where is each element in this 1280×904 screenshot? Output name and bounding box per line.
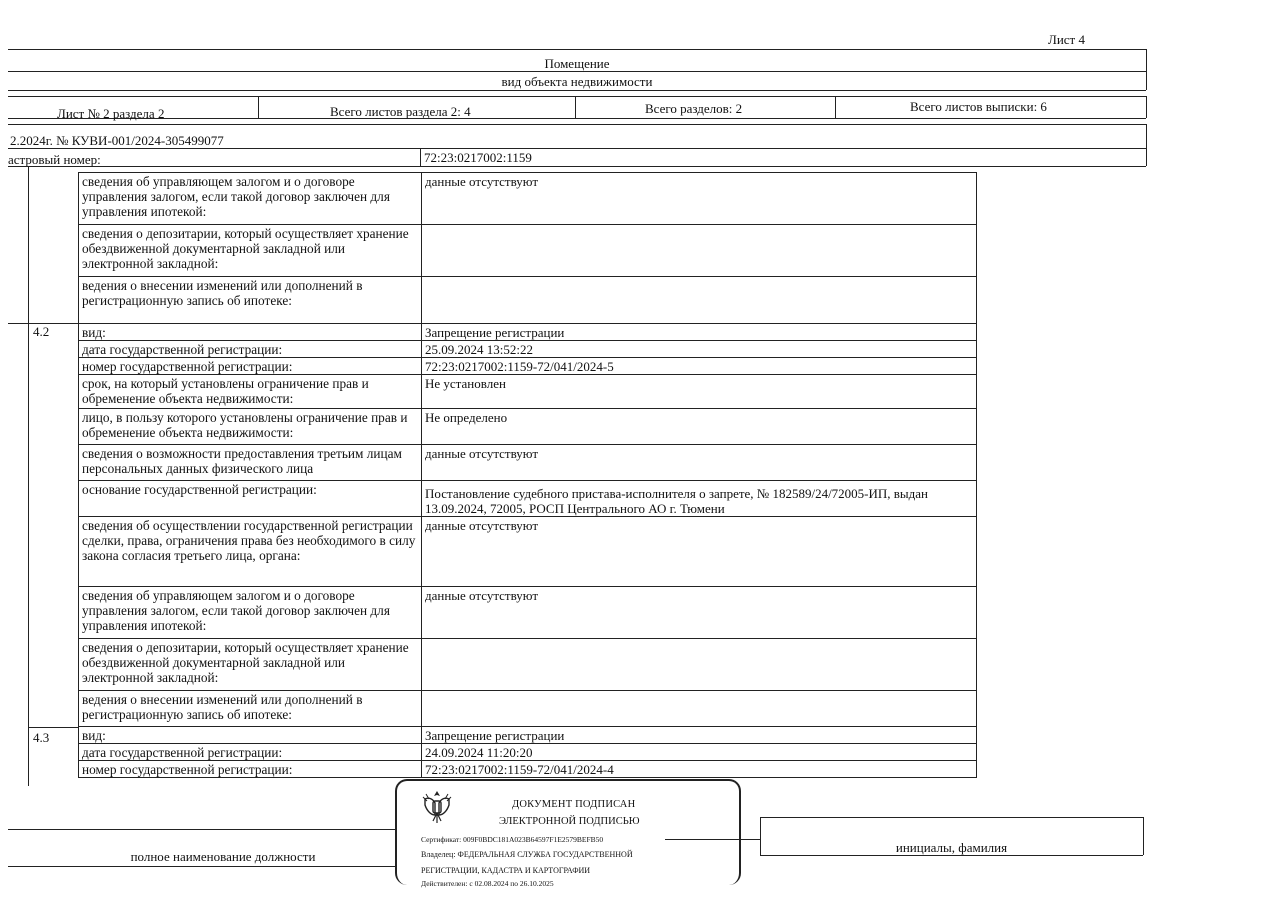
sheet-number: Лист 4 xyxy=(1048,32,1085,47)
position-caption: полное наименование должности xyxy=(130,849,316,864)
divider xyxy=(8,49,1146,50)
divider xyxy=(8,148,1146,149)
divider xyxy=(28,727,78,728)
row-label: лицо, в пользу которого установлены ограничение прав и обременение объекта недвижимости: xyxy=(79,409,422,445)
row-value xyxy=(422,639,977,691)
row-value: данные отсутствуют xyxy=(422,173,977,225)
table-row xyxy=(79,587,977,639)
row-label: срок, на который установлены ограничение прав и обременение объекта недвижимости: xyxy=(79,375,422,409)
divider xyxy=(420,148,421,166)
row-value: Не определено xyxy=(422,409,977,445)
divider xyxy=(8,71,1146,72)
table-row xyxy=(79,727,977,744)
row-label: сведения о депозитарии, который осуществляет хранение обездвиженной документарной закладной или электронной закладной: xyxy=(79,639,422,691)
cadastral-value: 72:23:0217002:1159 xyxy=(424,150,532,165)
table-row xyxy=(79,445,977,481)
divider xyxy=(8,166,1146,167)
divider xyxy=(1146,124,1147,166)
row-value: Не установлен xyxy=(422,375,977,409)
table-row xyxy=(79,481,977,517)
row-label: сведения о возможности предоставления третьим лицам персональных данных физического лица xyxy=(79,445,422,481)
row-value: данные отсутствуют xyxy=(422,517,977,587)
row-label: сведения об управляющем залогом и о договоре управления залогом, если такой договор заключен для управления ипотекой: xyxy=(79,173,422,225)
sections-total: Всего разделов: 2 xyxy=(645,101,743,116)
records-table xyxy=(78,172,977,778)
row-label: вид: xyxy=(79,727,422,744)
signature-line xyxy=(760,817,1143,818)
section-number-4-3: 4.3 xyxy=(33,730,50,745)
row-label: дата государственной регистрации: xyxy=(79,744,422,761)
divider xyxy=(28,166,29,786)
table-row xyxy=(79,277,977,324)
table-row xyxy=(79,744,977,761)
table-row xyxy=(79,639,977,691)
row-label: ведения о внесении изменений или дополнений в регистрационную запись об ипотеке: xyxy=(79,277,422,324)
row-value: 72:23:0217002:1159-72/041/2024-5 xyxy=(422,358,977,375)
section-sheets-total: Всего листов раздела 2: 4 xyxy=(330,104,471,119)
table-row xyxy=(79,173,977,225)
stamp-valid: Действителен: с 02.08.2024 по 26.10.2025 xyxy=(421,879,554,888)
row-value xyxy=(422,277,977,324)
row-label: основание государственной регистрации: xyxy=(79,481,422,517)
stamp-owner-line1: Владелец: ФЕДЕРАЛЬНАЯ СЛУЖБА ГОСУДАРСТВЕННОЙ xyxy=(421,850,633,859)
row-value: 25.09.2024 13:52:22 xyxy=(422,341,977,358)
section-number-4-2: 4.2 xyxy=(33,324,50,339)
row-value: Постановление судебного пристава-исполнителя о запрете, № 182589/24/72005-ИП, выдан 13.09.2024, 72005, РОСП Центрального АО г. Тюмени xyxy=(422,481,977,517)
table-row xyxy=(79,691,977,727)
row-value xyxy=(422,691,977,727)
table-row xyxy=(79,358,977,375)
row-value: данные отсутствуют xyxy=(422,587,977,639)
row-label: дата государственной регистрации: xyxy=(79,341,422,358)
divider xyxy=(8,96,1146,97)
signature-line xyxy=(8,866,395,867)
stamp-subtitle: ЭЛЕКТРОННОЙ ПОДПИСЬЮ xyxy=(499,816,640,827)
divider xyxy=(8,118,1146,119)
row-label: сведения об управляющем залогом и о договоре управления залогом, если такой договор заключен для управления ипотекой: xyxy=(79,587,422,639)
section-sheet: Лист № 2 раздела 2 xyxy=(57,106,165,121)
object-type-caption: вид объекта недвижимости xyxy=(501,74,653,89)
stamp-owner-line2: РЕГИСТРАЦИИ, КАДАСТРА И КАРТОГРАФИИ xyxy=(421,866,591,875)
divider xyxy=(1146,49,1147,90)
divider xyxy=(258,96,259,118)
table-row xyxy=(79,324,977,341)
row-label: вид: xyxy=(79,324,422,341)
table-row xyxy=(79,761,977,778)
row-label: сведения о депозитарии, который осуществляет хранение обездвиженной документарной закладной или электронной закладной: xyxy=(79,225,422,277)
extract-number: 2.2024г. № КУВИ-001/2024-305499077 xyxy=(10,133,224,148)
divider xyxy=(1146,96,1147,118)
divider xyxy=(8,90,1146,91)
row-value: Запрещение регистрации xyxy=(422,727,977,744)
row-value: 24.09.2024 11:20:20 xyxy=(422,744,977,761)
table-row xyxy=(79,375,977,409)
signature-line xyxy=(8,829,395,830)
divider xyxy=(575,96,576,118)
cadastral-label: астровый номер: xyxy=(8,152,101,167)
row-value: Запрещение регистрации xyxy=(422,324,977,341)
row-label: ведения о внесении изменений или дополнений в регистрационную запись об ипотеке: xyxy=(79,691,422,727)
divider xyxy=(8,124,1146,125)
row-value: 72:23:0217002:1159-72/041/2024-4 xyxy=(422,761,977,778)
name-caption: инициалы, фамилия xyxy=(895,840,1008,855)
object-type: Помещение xyxy=(544,56,610,71)
stamp-certificate: Сертификат: 009F0BDC181A023B64597F1E2579BEFB50 xyxy=(421,835,604,844)
signature-line xyxy=(760,855,1143,856)
table-row xyxy=(79,341,977,358)
row-label: номер государственной регистрации: xyxy=(79,358,422,375)
row-value: данные отсутствуют xyxy=(422,445,977,481)
row-label: сведения об осуществлении государственной регистрации сделки, права, ограничения права без необходимого в силу закона согласия третьего лица, органа: xyxy=(79,517,422,587)
extract-sheets-total: Всего листов выписки: 6 xyxy=(910,99,1047,114)
table-row xyxy=(79,409,977,445)
electronic-signature-stamp xyxy=(395,779,741,888)
table-row xyxy=(79,225,977,277)
table-row xyxy=(79,517,977,587)
eagle-emblem-icon xyxy=(417,787,457,827)
stamp-title: ДОКУМЕНТ ПОДПИСАН xyxy=(512,799,636,810)
row-value xyxy=(422,225,977,277)
divider xyxy=(835,96,836,118)
row-label: номер государственной регистрации: xyxy=(79,761,422,778)
divider xyxy=(1143,817,1144,855)
